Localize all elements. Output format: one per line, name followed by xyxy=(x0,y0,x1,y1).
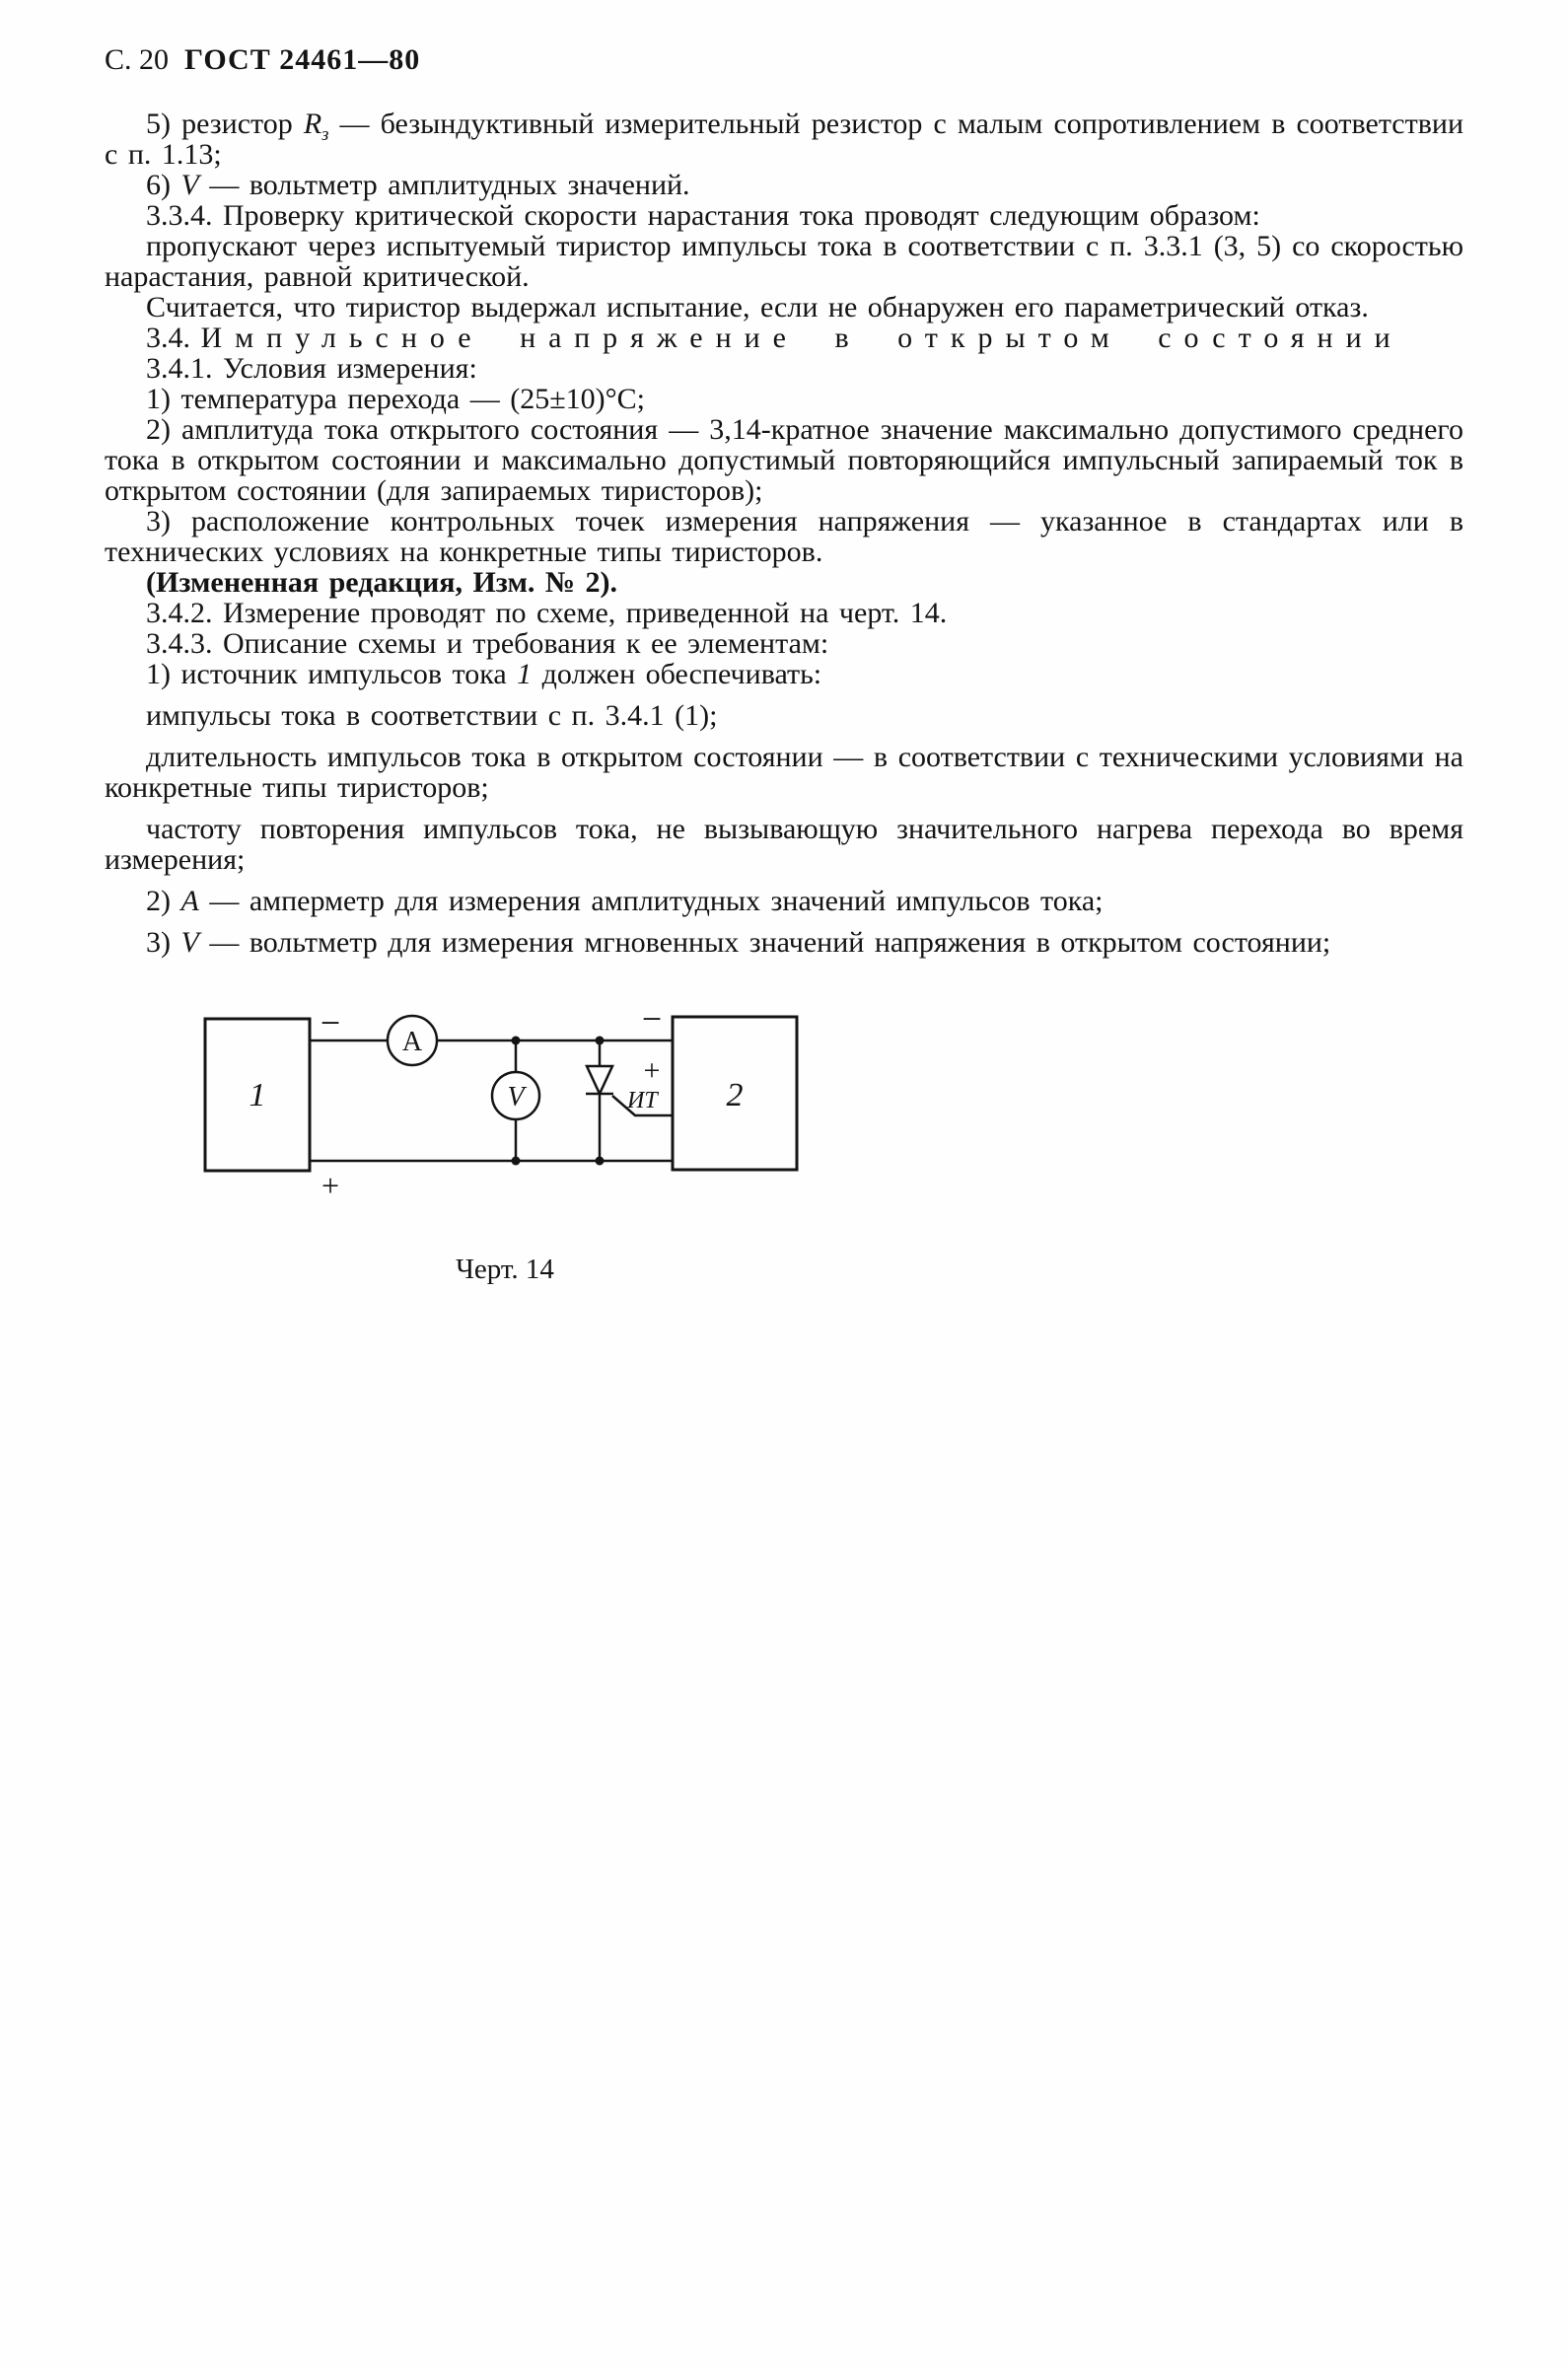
clause-voltmeter-instant xyxy=(105,927,1463,958)
thyristor-triangle xyxy=(587,1066,612,1094)
text-run: — амперметр для измерения амплитудных значений импульсов тока; xyxy=(198,885,1104,917)
clause-3-3-4-criterion: Считается, что тиристор выдержал испытание, если не обнаружен его параметрический отказ. xyxy=(146,291,1369,323)
box2-label: 2 xyxy=(726,1077,744,1113)
symbol-voltmeter: V xyxy=(180,169,199,201)
symbol-resistor-subscript: з xyxy=(321,124,329,145)
voltmeter-label: V xyxy=(507,1082,525,1112)
clause-amplitude: 2) амплитуда тока открытого состояния — 3,14-кратное значение максимально допустимого среднего тока в открытом состоянии и максимально допустимый повторяющийся импульсный запираемый ток в открытом состоянии (для запираемых тиристоров); xyxy=(105,413,1463,507)
symbol-ammeter: А xyxy=(180,885,199,917)
clause-3-4-1: 3.4.1. Условия измерения: xyxy=(146,352,477,385)
thyristor-label: ИТ xyxy=(627,1088,658,1113)
page-number: С. 20 xyxy=(105,43,170,76)
circuit-diagram xyxy=(199,1005,811,1214)
control-minus-sign: − xyxy=(641,1005,663,1039)
source-plus-sign: + xyxy=(321,1168,340,1203)
clause-control-points: 3) расположение контрольных точек измерения напряжения — указанное в стандартах или в технических условиях на конкретные типы тиристоров. xyxy=(105,505,1463,568)
text-run: 1) источник импульсов тока xyxy=(146,658,518,690)
junction-dot xyxy=(512,1037,521,1045)
clause-3-4-2: 3.4.2. Измерение проводят по схеме, приведенной на черт. 14. xyxy=(146,597,948,629)
symbol-source-1: 1 xyxy=(517,658,533,690)
source-minus-sign: − xyxy=(320,1005,341,1042)
text-run: 6) xyxy=(146,169,181,201)
text-run: 5) резистор xyxy=(146,108,304,140)
ammeter-label: A xyxy=(401,1027,423,1057)
clause-pulse-duration: длительность импульсов тока в открытом состоянии — в соответствии с техническими условиями на конкретные типы тиристоров; xyxy=(105,741,1463,804)
clause-resistor-r3 xyxy=(105,108,1463,170)
heading-3-4 xyxy=(105,323,1463,353)
symbol-resistor: R xyxy=(303,108,322,140)
heading-number: 3.4. xyxy=(146,322,201,354)
junction-dot xyxy=(596,1157,605,1166)
text-run: — вольтметр для измерения мгновенных значений напряжения в открытом состоянии; xyxy=(198,926,1331,959)
text-run: 2) xyxy=(146,885,181,917)
figure-caption: Черт. 14 xyxy=(456,1254,554,1285)
clause-temperature: 1) температура перехода — (25±10)°С; xyxy=(146,383,645,415)
clause-3-3-4: 3.3.4. Проверку критической скорости нарастания тока проводят следующим образом: xyxy=(146,199,1260,232)
clause-pulse-source xyxy=(105,659,1463,689)
clause-ammeter xyxy=(105,886,1463,916)
amendment-note: (Измененная редакция, Изм. № 2). xyxy=(146,566,618,599)
text-run: — безындуктивный измерительный резистор с малым сопротивлением в соответствии с п. 1.13; xyxy=(105,108,1463,171)
clause-pulse-requirements: импульсы тока в соответствии с п. 3.4.1 (1); xyxy=(146,699,718,732)
clause-3-3-4-procedure: пропускают через испытуемый тиристор импульсы тока в соответствии с п. 3.3.1 (3, 5) со скоростью нарастания, равной критической. xyxy=(105,230,1463,293)
gate-plus-sign: + xyxy=(643,1054,661,1087)
clause-voltmeter-amplitude xyxy=(105,170,1463,200)
clause-pulse-frequency: частоту повторения импульсов тока, не вызывающую значительного нагрева перехода во время измерения; xyxy=(105,813,1463,876)
document-body xyxy=(105,108,1463,958)
document-number: ГОСТ 24461—80 xyxy=(184,43,421,76)
clause-3-4-3: 3.4.3. Описание схемы и требования к ее элементам: xyxy=(146,627,829,660)
symbol-voltmeter-2: V xyxy=(180,926,199,959)
text-run: должен обеспечивать: xyxy=(532,658,822,690)
heading-title: Импульсное напряжение в открытом состоянии xyxy=(200,322,1403,354)
junction-dot xyxy=(596,1037,605,1045)
text-run: — вольтметр амплитудных значений. xyxy=(198,169,690,201)
junction-dot xyxy=(512,1157,521,1166)
text-run: 3) xyxy=(146,926,181,959)
box1-label: 1 xyxy=(249,1077,266,1113)
page-header xyxy=(105,43,1463,77)
